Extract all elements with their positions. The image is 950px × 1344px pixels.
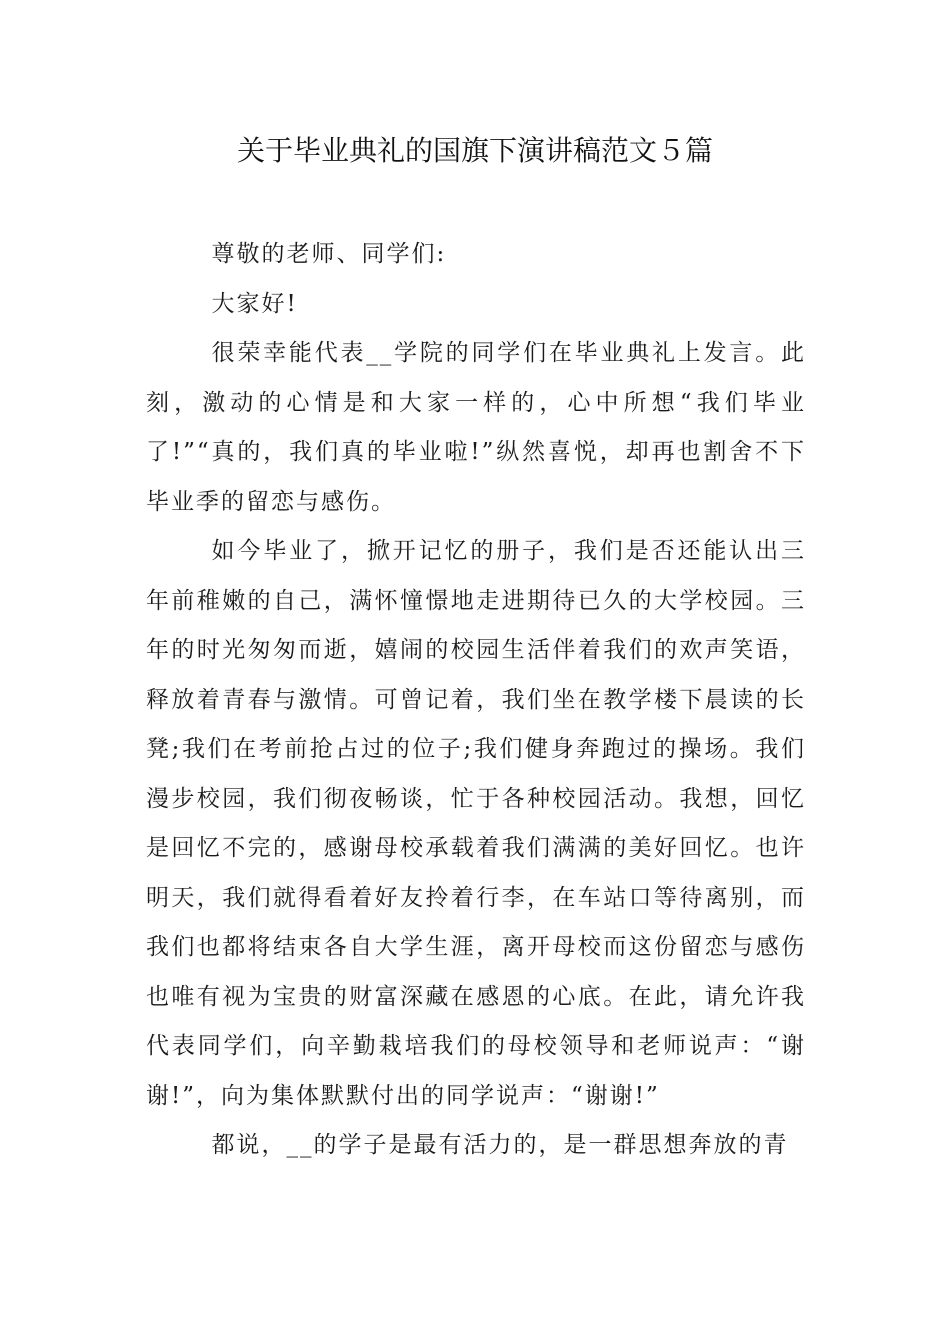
salutation-paragraph: 尊敬的老师、同学们: [211, 241, 447, 267]
document-body [146, 230, 806, 1171]
body-paragraph: 都说，__的学子是最有活力的，是一群思想奔放的青 [211, 1132, 789, 1158]
body-paragraph: 很荣幸能代表__学院的同学们在毕业典礼上发言。此刻，激动的心情是和大家一样的，心中所想“我们毕业了!”“真的，我们真的毕业啦!”纵然喜悦，却再也割舍不下毕业季的留恋与感伤。 [146, 340, 806, 515]
body-paragraph: 如今毕业了，掀开记忆的册子，我们是否还能认出三年前稚嫩的自己，满怀憧憬地走进期待已久的大学校园。三年的时光匆匆而逝，嬉闹的校园生活伴着我们的欢声笑语，释放着青春与激情。可曾记着，我们坐在教学楼下晨读的长凳;我们在考前抢占过的位子;我们健身奔跑过的操场。我们漫步校园，我们彻夜畅谈，忙于各种校园活动。我想，回忆是回忆不完的，感谢母校承载着我们满满的美好回忆。也许明天，我们就得看着好友拎着行李，在车站口等待离别，而我们也都将结束各自大学生涯，离开母校而这份留恋与感伤也唯有视为宝贵的财富深藏在感恩的心底。在此，请允许我代表同学们，向辛勤栽培我们的母校领导和老师说声：“谢谢!”，向为集体默默付出的同学说声：“谢谢!” [146, 538, 806, 1109]
greeting-paragraph: 大家好! [211, 290, 298, 317]
document-title: 关于毕业典礼的国旗下演讲稿范文５篇 [236, 134, 713, 167]
